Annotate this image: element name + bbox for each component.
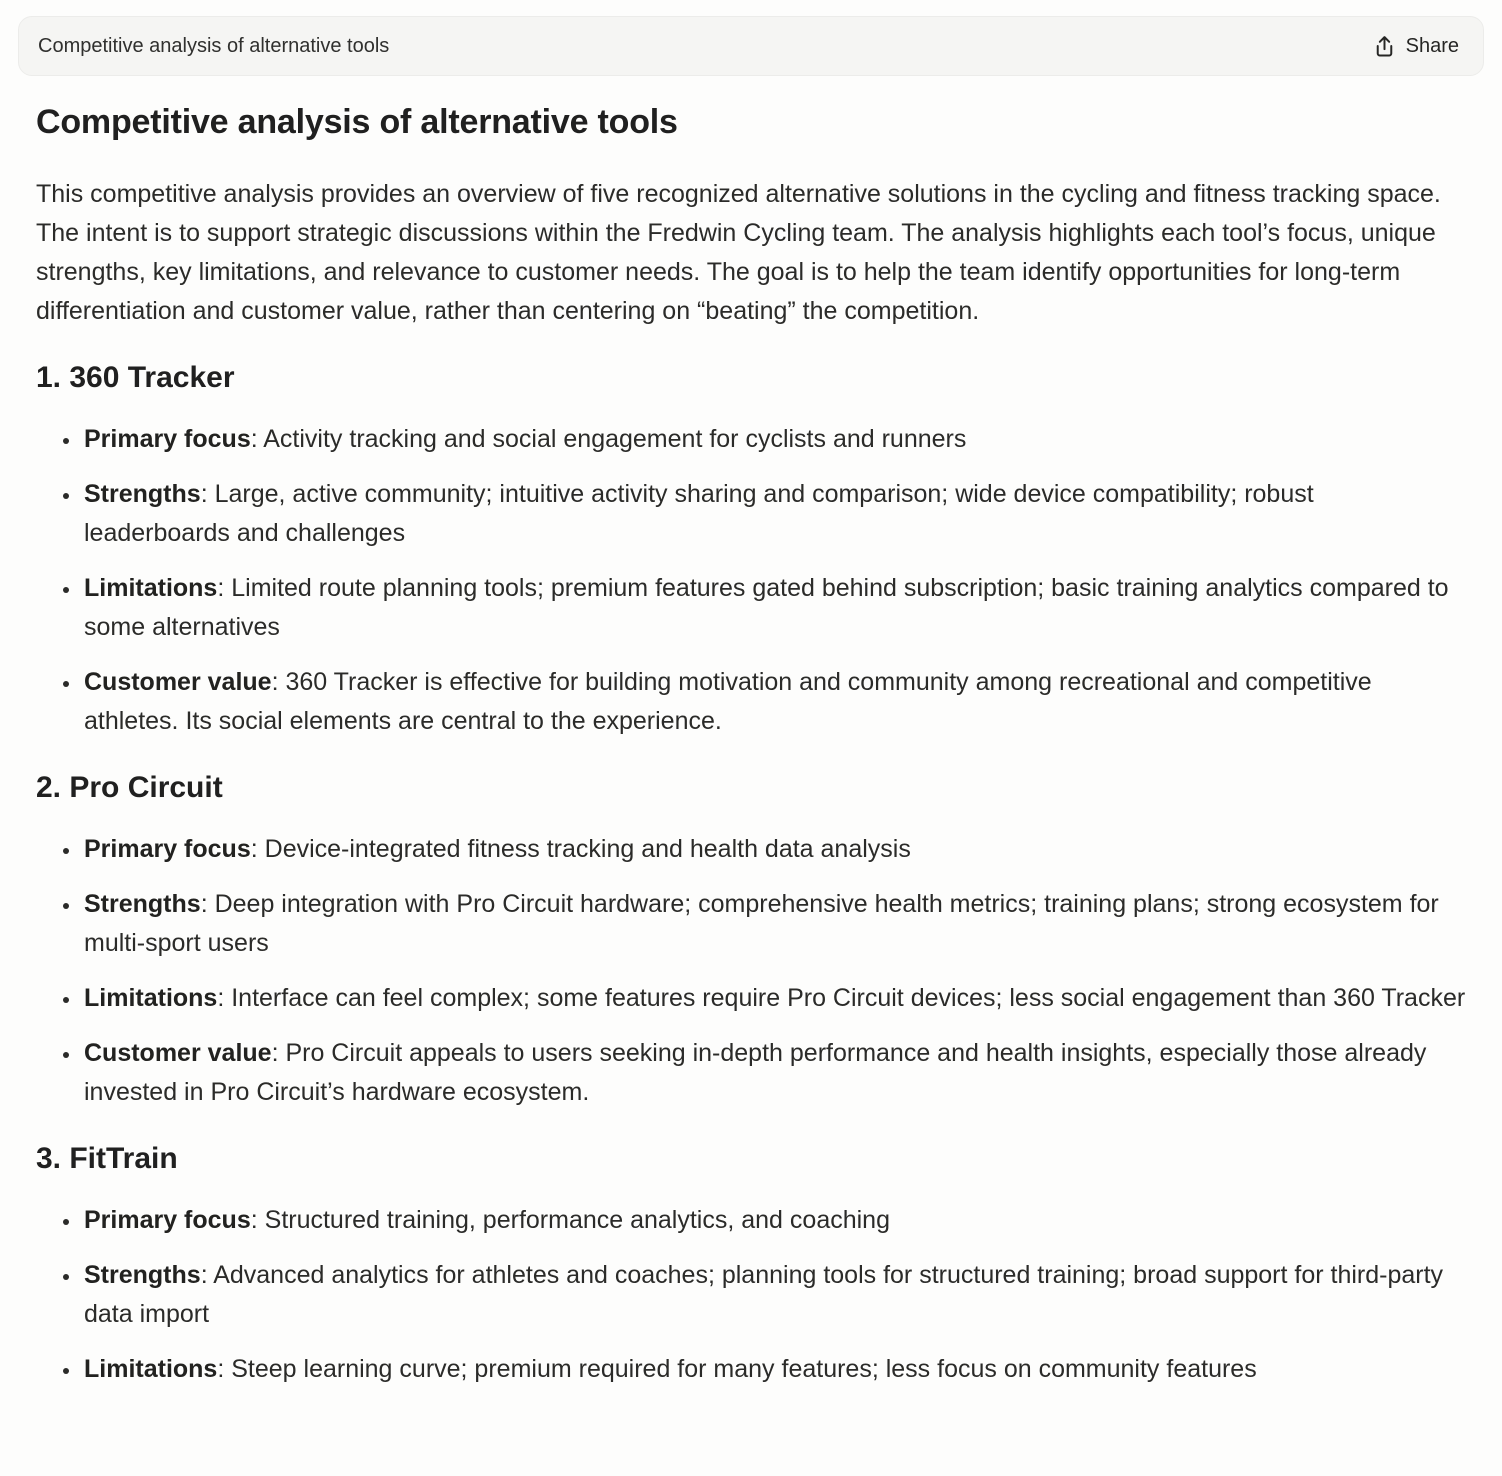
document-body (0, 103, 1502, 1425)
bullet-text: : Limited route planning tools; premium features gated behind subscription; basic training analytics compared to some alternatives (84, 574, 1449, 641)
bullet-text: : Structured training, performance analytics, and coaching (250, 1206, 890, 1234)
bullet-label: Primary focus (84, 425, 251, 453)
bullet-label: Limitations (84, 1355, 218, 1383)
bullet-text: : Device-integrated fitness tracking and health data analysis (250, 835, 911, 863)
artifact-title: Competitive analysis of alternative tools (38, 34, 390, 57)
section-heading: 3. FitTrain (36, 1142, 178, 1175)
bullet-item (82, 830, 1466, 869)
bullet-text: : Activity tracking and social engagement for cyclists and runners (250, 425, 967, 453)
section-heading: 1. 360 Tracker (36, 361, 235, 394)
document-title: Competitive analysis of alternative tools (36, 103, 678, 141)
bullet-item (82, 1350, 1466, 1389)
bullet-label: Strengths (84, 1261, 201, 1289)
bullet-item (82, 1256, 1466, 1334)
bullet-label: Customer value (84, 1039, 272, 1067)
bullet-label: Strengths (84, 890, 201, 918)
section-heading: 2. Pro Circuit (36, 771, 223, 804)
bullet-label: Customer value (84, 668, 272, 696)
sections-container (36, 361, 1466, 1389)
bullet-item (82, 979, 1466, 1018)
bullet-label: Strengths (84, 480, 201, 508)
bullet-text: : Steep learning curve; premium required for many features; less focus on community features (217, 1355, 1257, 1383)
bullet-text: : Interface can feel complex; some features require Pro Circuit devices; less social engagement than 360 Tracker (217, 984, 1466, 1012)
share-button-label: Share (1405, 34, 1459, 57)
share-button[interactable] (1370, 30, 1461, 63)
bullet-label: Limitations (84, 574, 218, 602)
artifact-header-bar (18, 16, 1484, 76)
bullet-item (82, 885, 1466, 963)
section-bullet-list (36, 1201, 1466, 1389)
bullet-item (82, 420, 1466, 459)
bullet-text: : 360 Tracker is effective for building motivation and community among recreational and competitive athletes. Its social elements are central to the experience. (84, 668, 1372, 735)
bullet-text: : Deep integration with Pro Circuit hardware; comprehensive health metrics; training plans; strong ecosystem for multi-sport users (84, 890, 1439, 957)
bullet-item (82, 663, 1466, 741)
intro-paragraph: This competitive analysis provides an overview of five recognized alternative solutions in the cycling and fitness tracking space. The intent is to support strategic discussions within the Fredwin Cycling team. The analysis highlights each tool’s focus, unique strengths, key limitations, and relevance to customer needs. The goal is to help the team identify opportunities for long-term differentiation and customer value, rather than centering on “beating” the competition. (36, 180, 1441, 325)
bullet-item (82, 569, 1466, 647)
bullet-label: Limitations (84, 984, 218, 1012)
section-bullet-list (36, 420, 1466, 741)
section-bullet-list (36, 830, 1466, 1112)
bullet-label: Primary focus (84, 1206, 251, 1234)
bullet-text: : Pro Circuit appeals to users seeking in-depth performance and health insights, especially those already invested in Pro Circuit’s hardware ecosystem. (84, 1039, 1427, 1106)
bullet-item (82, 1034, 1466, 1112)
bullet-item (82, 1201, 1466, 1240)
share-icon (1372, 34, 1397, 59)
bullet-text: : Advanced analytics for athletes and coaches; planning tools for structured training; broad support for third-party data import (84, 1261, 1444, 1328)
bullet-label: Primary focus (84, 835, 251, 863)
bullet-text: : Large, active community; intuitive activity sharing and comparison; wide device compatibility; robust leaderboards and challenges (84, 480, 1314, 547)
bullet-item (82, 475, 1466, 553)
